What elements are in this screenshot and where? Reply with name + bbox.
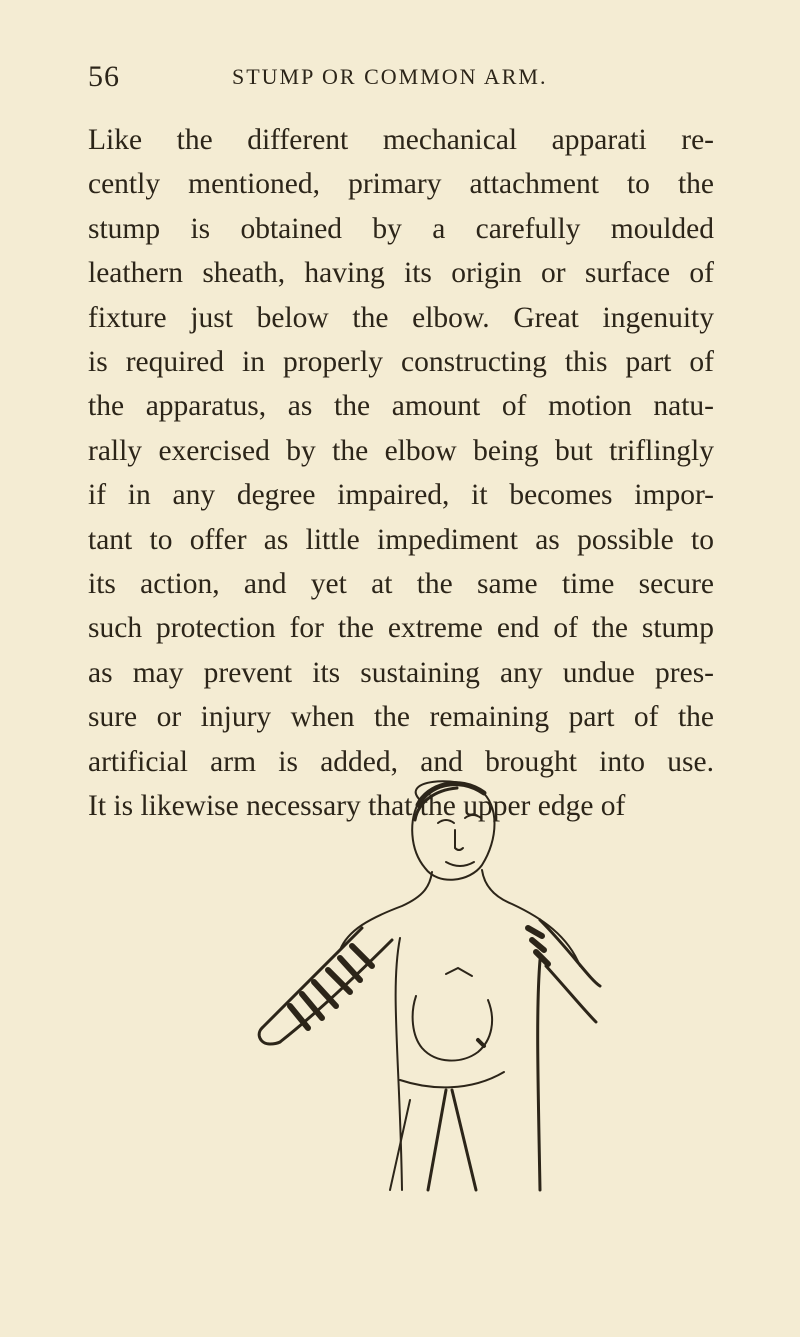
text-line: the apparatus, as the amount of motion natu- (88, 390, 714, 423)
text-line: its action, and yet at the same time secure (88, 568, 714, 601)
text-line: tant to offer as little impediment as possible to (88, 523, 714, 556)
page-header (88, 60, 708, 100)
page-number: 56 (88, 60, 120, 93)
text-line: fixture just below the elbow. Great ingenuity (88, 301, 714, 334)
text-line: if in any degree impaired, it becomes impor- (88, 479, 714, 512)
text-line: Like the different mechanical apparati re- (88, 124, 714, 156)
body-text (88, 118, 714, 829)
text-line: is required in properly constructing this part of (88, 346, 714, 379)
text-line: such protection for the extreme end of the stump (88, 612, 714, 645)
text-line: stump is obtained by a carefully moulded (88, 212, 714, 245)
text-line: as may prevent its sustaining any undue pres- (88, 656, 714, 689)
text-line: leathern sheath, having its origin or surface of (88, 257, 714, 290)
text-line: It is likewise necessary that the upper edge of (88, 790, 626, 823)
running-head: STUMP OR COMMON ARM. (232, 64, 548, 89)
text-line: rally exercised by the elbow being but triflingly (88, 434, 714, 467)
torso-illustration (250, 760, 610, 1210)
text-line: sure or injury when the remaining part of the (88, 701, 714, 734)
text-line: artificial arm is added, and brought into use. (88, 745, 714, 778)
text-line: cently mentioned, primary attachment to the (88, 168, 714, 201)
torso-with-amputated-arms-illustration-icon (250, 760, 610, 1210)
